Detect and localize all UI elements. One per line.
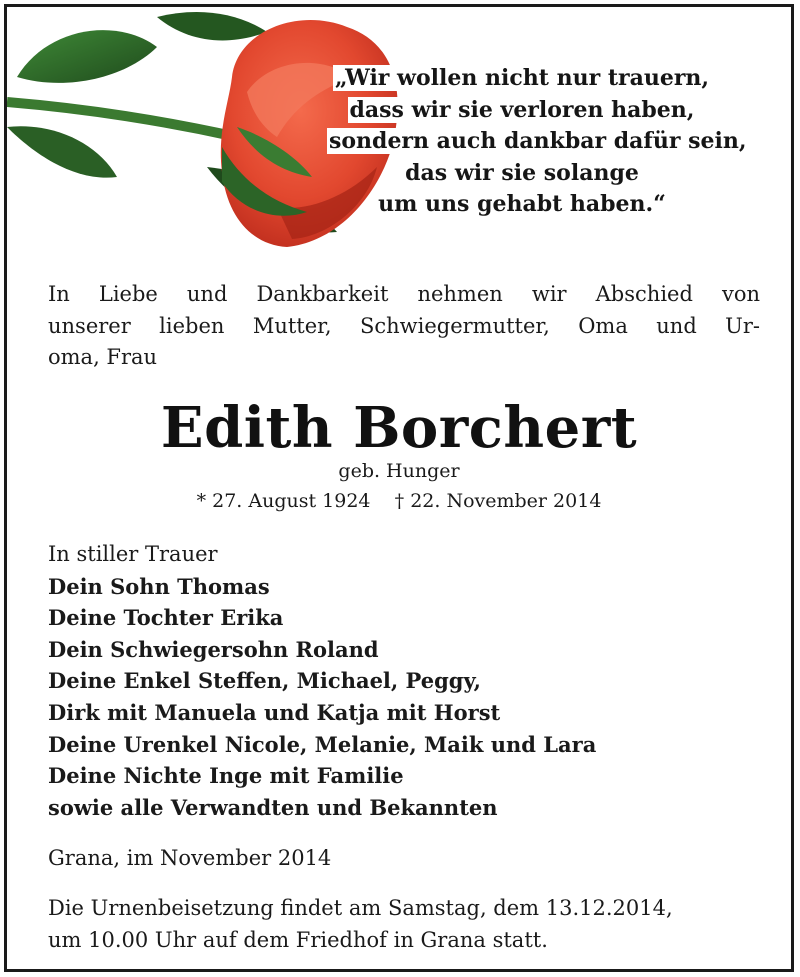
- mourners-list: [48, 539, 768, 823]
- burial-line: Die Urnenbeisetzung findet am Samstag, dem 13.12.2014,: [48, 896, 673, 920]
- mourner-line: sowie alle Verwandten und Bekannten: [48, 794, 498, 820]
- intro-text: [48, 279, 760, 374]
- mourner-line: Dein Sohn Thomas: [48, 573, 270, 599]
- mourner-line: Deine Enkel Steffen, Michael, Peggy,: [48, 668, 481, 694]
- intro-line: oma, Frau: [48, 345, 158, 369]
- intro-line: In Liebe und Dankbarkeit nehmen wir Abschied von: [48, 282, 760, 306]
- mourner-line: Deine Tochter Erika: [48, 605, 284, 631]
- motto-line: um uns gehabt haben.“: [378, 191, 666, 217]
- burial-info: [48, 893, 673, 956]
- deceased-name: Edith Borchert: [160, 395, 638, 461]
- mourner-line: Deine Nichte Inge mit Familie: [48, 763, 404, 789]
- motto-line: „Wir wollen nicht nur trauern,: [334, 65, 710, 91]
- mourners-heading: In stiller Trauer: [48, 542, 218, 566]
- motto-line: das wir sie solange: [405, 159, 639, 186]
- life-dates: * 27. August 1924 † 22. November 2014: [196, 490, 602, 512]
- maiden-name: geb. Hunger: [338, 460, 460, 482]
- burial-line: um 10.00 Uhr auf dem Friedhof in Grana statt.: [48, 927, 548, 952]
- motto-quote: [327, 63, 747, 221]
- mourner-line: Dein Schwiegersohn Roland: [48, 636, 379, 662]
- obituary-notice: [4, 4, 794, 972]
- mourner-line: Dirk mit Manuela und Katja mit Horst: [48, 699, 501, 725]
- mourner-line: Deine Urenkel Nicole, Melanie, Maik und Lara: [48, 731, 597, 757]
- motto-line: sondern auch dankbar dafür sein,: [329, 128, 747, 154]
- place-date: Grana, im November 2014: [48, 846, 332, 870]
- motto-line: dass wir sie verloren haben,: [349, 96, 695, 123]
- intro-line: unserer lieben Mutter, Schwiegermutter, Oma und Ur-: [48, 313, 760, 338]
